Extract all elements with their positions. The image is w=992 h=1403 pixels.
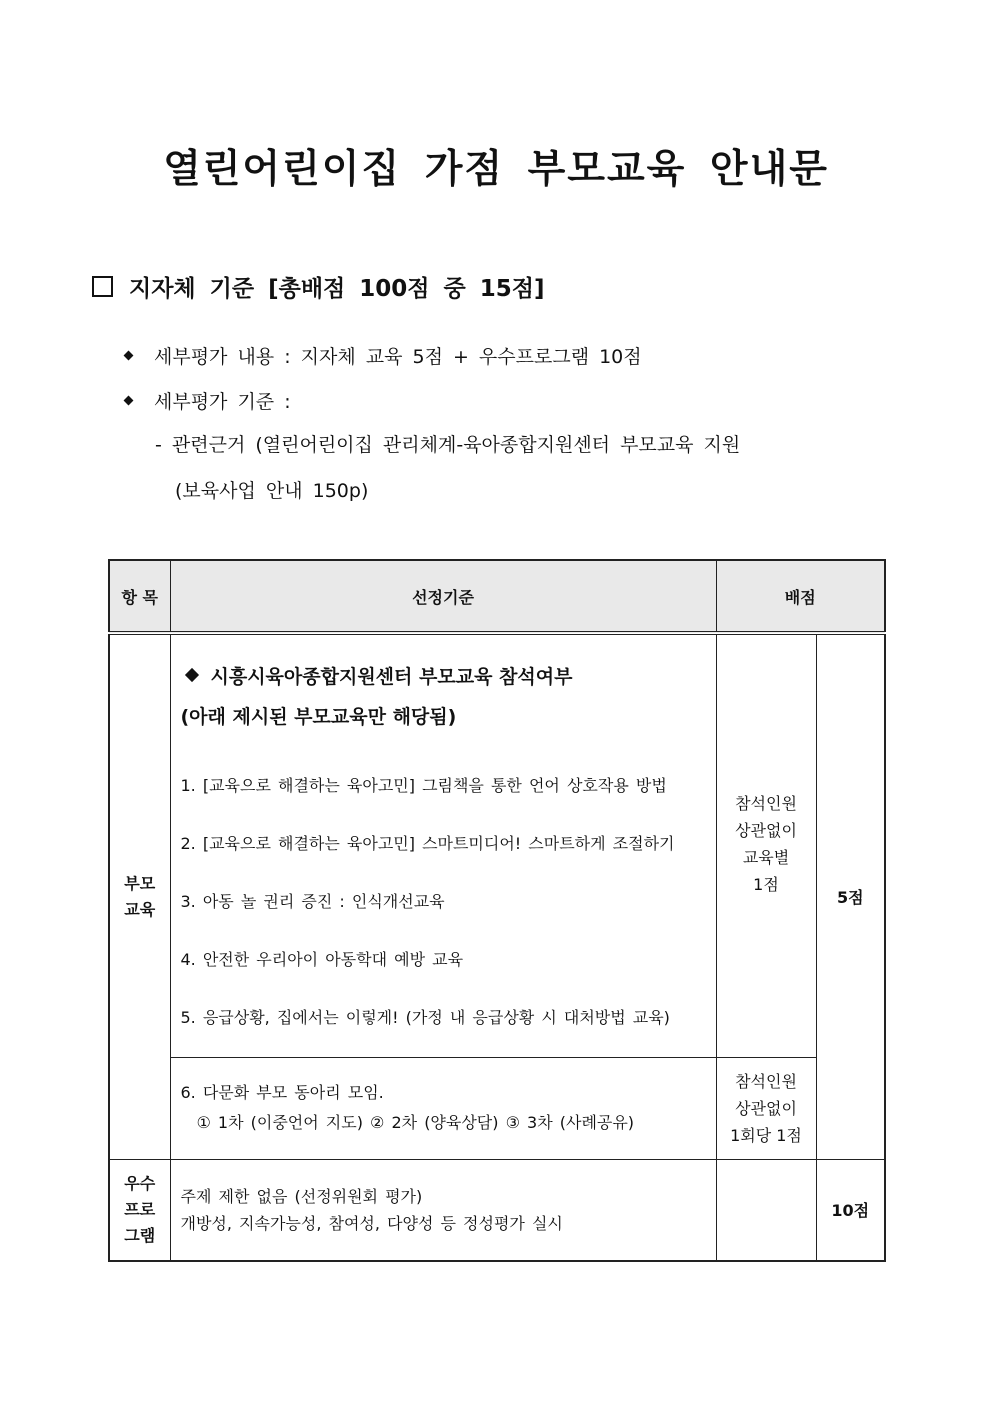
basis-line: (보육사업 안내 150p) (175, 480, 369, 502)
criteria-cell (170, 1159, 716, 1261)
page-title: 열린어린이집 가점 부모교육 안내문 (163, 147, 829, 192)
diamond-bullet-icon (184, 668, 198, 682)
bullet-text: 세부평가 내용 : 지자체 교육 5점 + 우수프로그램 10점 (154, 346, 642, 368)
section-heading-label: 지자체 기준 [총배점 100점 중 15점] (129, 276, 545, 302)
score-total: 10점 (816, 1159, 885, 1261)
list-item: 5. 응급상황, 집에서는 이렇게! (가정 내 응급상황 시 대처방법 교육) (180, 1008, 670, 1027)
category-text: 교육 (124, 899, 156, 919)
header-criteria: 선정기준 (170, 560, 716, 633)
bullet-item (125, 387, 291, 414)
list-item: 4. 안전한 우리아이 아동학대 예방 교육 (180, 950, 464, 969)
score-description-text: 상관없이 (735, 1098, 797, 1118)
category-excellent-program (109, 1159, 170, 1261)
criteria-heading (181, 657, 706, 697)
basis-line: - 관련근거 (열린어린이집 관리체계-육아종합지원센터 부모교육 지원 (155, 434, 741, 456)
sub-item-line: ① 1차 (이중언어 지도) ② 2차 (양육상담) ③ 3차 (사례공유) (196, 1113, 635, 1132)
score-description-text: 참석인원 (735, 1071, 797, 1091)
criteria-cell (170, 633, 716, 1057)
list-item: 2. [교육으로 해결하는 육아고민] 스마트미디어! 스마트하게 조절하기 (180, 834, 675, 853)
category-parent-education (109, 633, 170, 1159)
bullet-item (125, 342, 642, 369)
criteria-subheading: (아래 제시된 부모교육만 해당됨) (180, 706, 457, 728)
list-item: 3. 아동 놀 권리 증진 : 인식개선교육 (180, 892, 445, 911)
criteria-line: 주제 제한 없음 (선정위원회 평가) (180, 1186, 423, 1206)
list-item: 1. [교육으로 해결하는 육아고민] 그림책을 통한 언어 상호작용 방법 (180, 776, 667, 795)
checkbox-icon (92, 276, 113, 297)
score-description (716, 1057, 816, 1159)
criteria-table (108, 559, 886, 1262)
category-text: 프로 (124, 1199, 156, 1219)
sub-item-line: 6. 다문화 부모 동아리 모임. (180, 1083, 384, 1102)
score-description-text: 참석인원 (735, 794, 797, 813)
table-row (109, 1159, 885, 1261)
criteria-line: 개방성, 지속가능성, 참여성, 다양성 등 정성평가 실시 (180, 1213, 563, 1233)
section-heading (92, 270, 544, 303)
category-text: 그램 (124, 1225, 156, 1245)
criteria-cell (170, 1057, 716, 1159)
diamond-bullet-icon (124, 351, 134, 361)
score-total: 5점 (816, 633, 885, 1159)
header-score: 배점 (716, 560, 885, 633)
diamond-bullet-icon (124, 396, 134, 406)
category-text: 우수 (124, 1173, 156, 1193)
score-description-text: 교육별 (742, 848, 790, 867)
table-header-row (109, 560, 885, 633)
header-item: 항 목 (109, 560, 170, 633)
score-description-text: 1회당 1점 (730, 1125, 802, 1145)
score-description (716, 633, 816, 1057)
category-text: 부모 (124, 873, 156, 893)
bullet-text: 세부평가 기준 : (154, 391, 291, 413)
score-description-empty (716, 1159, 816, 1261)
table-row (109, 1057, 885, 1159)
score-description-text: 1점 (753, 875, 779, 894)
score-description-text: 상관없이 (735, 821, 797, 840)
table-row (109, 633, 885, 1057)
criteria-heading-text: 시흥시육아종합지원센터 부모교육 참석여부 (210, 666, 573, 688)
